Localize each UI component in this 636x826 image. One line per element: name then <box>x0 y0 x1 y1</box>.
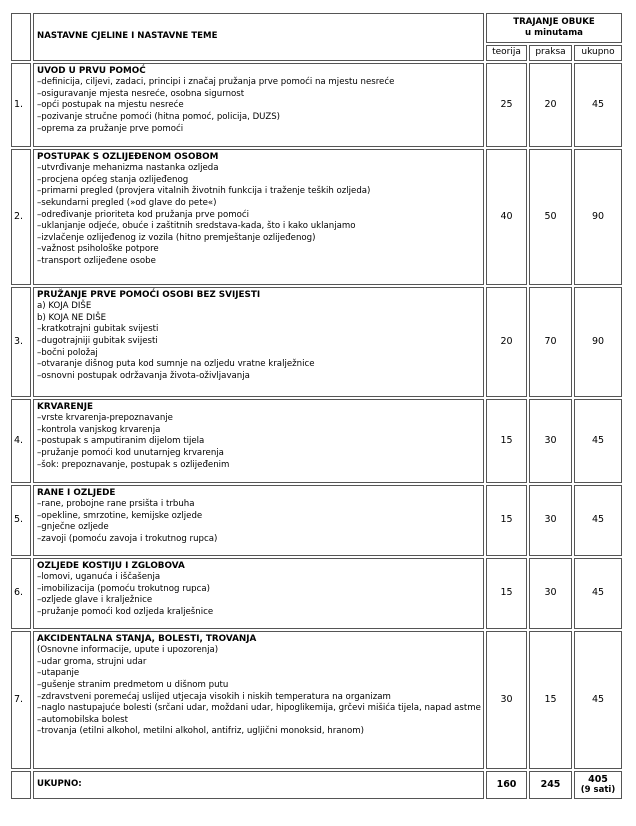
row-total: 90 <box>574 287 622 397</box>
row-content <box>33 558 484 629</box>
topic-line: – dugotrajniji gubitak svijesti <box>37 336 480 348</box>
row-index: 6. <box>11 558 31 629</box>
topic-line: – primarni pregled (provjera vitalnih životnih funkcija i traženje teških ozljeda) <box>37 186 480 198</box>
topic-title: POSTUPAK S OZLIJEĐENOM OSOBOM <box>37 151 219 162</box>
row-theory: 15 <box>486 485 527 556</box>
topic-line: – uklanjanje odjeće, obuće i zaštitnih sredstava-kada, što i kako uklanjamo <box>37 221 480 233</box>
topic-line: – opekline, smrzotine, kemijske ozljede <box>37 511 480 523</box>
row-index: 4. <box>11 399 31 483</box>
row-index: 2. <box>11 149 31 285</box>
table-row <box>11 631 622 769</box>
row-total: 45 <box>574 631 622 769</box>
topic-title: KRVARENJE <box>37 401 94 412</box>
topic-line: – pružanje pomoći kod ozljeda kralješnice <box>37 607 480 619</box>
row-total: 45 <box>574 63 622 147</box>
topic-line: – bočni položaj <box>37 348 480 360</box>
topic-line: – sekundarni pregled (»od glave do pete«) <box>37 198 480 210</box>
row-theory: 15 <box>486 558 527 629</box>
row-total: 45 <box>574 399 622 483</box>
header-duration-title: TRAJANJE OBUKE <box>513 17 595 27</box>
row-practice: 50 <box>529 149 572 285</box>
row-theory: 15 <box>486 399 527 483</box>
topic-line: – važnost psihološke potpore <box>37 244 480 256</box>
header-duration <box>486 13 622 43</box>
header-topics: NASTAVNE CJELINE I NASTAVNE TEME <box>33 13 484 61</box>
row-practice: 20 <box>529 63 572 147</box>
topic-line: – trovanja (etilni alkohol, metilni alkohol, antifriz, ugljični monoksid, hranom) <box>37 726 480 738</box>
summary-label: UKUPNO: <box>33 771 484 799</box>
header-index-cell <box>11 13 31 61</box>
topic-line: – automobilska bolest <box>37 715 480 727</box>
row-total: 90 <box>574 149 622 285</box>
summary-index-cell <box>11 771 31 799</box>
table-row <box>11 287 622 397</box>
topic-line: – otvaranje dišnog puta kod sumnje na ozljedu vratne kralježnice <box>37 359 480 371</box>
summary-row <box>11 771 622 799</box>
topic-line: – procjena općeg stanja ozlijeđenog <box>37 175 480 187</box>
row-theory: 30 <box>486 631 527 769</box>
topic-line: – utvrđivanje mehanizma nastanka ozljeda <box>37 163 480 175</box>
row-theory: 25 <box>486 63 527 147</box>
row-practice: 30 <box>529 399 572 483</box>
topic-line: – pružanje pomoći kod unutarnjeg krvarenja <box>37 448 480 460</box>
topic-line: – rane, probojne rane prsišta i trbuha <box>37 499 480 511</box>
topic-line: – naglo nastupajuće bolesti (srčani udar, moždani udar, hipoglikemija, grčevi mišića tijela, napad astme <box>37 703 480 715</box>
row-total: 45 <box>574 485 622 556</box>
header-practice: praksa <box>529 45 572 61</box>
row-total: 45 <box>574 558 622 629</box>
topic-line: – kratkotrajni gubitak svijesti <box>37 324 480 336</box>
table-row <box>11 63 622 147</box>
topic-line: – transport ozlijeđene osobe <box>37 256 480 268</box>
summary-total-minutes: 405 <box>588 773 608 785</box>
summary-total <box>574 771 622 799</box>
topic-line: – oprema za pružanje prve pomoći <box>37 124 480 136</box>
topic-title: PRUŽANJE PRVE POMOĆI OSOBI BEZ SVIJESTI <box>37 289 261 300</box>
header-total: ukupno <box>574 45 622 61</box>
topic-line: – gušenje stranim predmetom u dišnom putu <box>37 680 480 692</box>
topic-line: – ozljede glave i kralježnice <box>37 595 480 607</box>
header-theory: teorija <box>486 45 527 61</box>
topic-title: OZLJEDE KOSTIJU I ZGLOBOVA <box>37 560 185 571</box>
row-theory: 40 <box>486 149 527 285</box>
topic-line: – šok: prepoznavanje, postupak s ozlijeđenim <box>37 460 480 472</box>
table-row <box>11 558 622 629</box>
header-duration-unit: u minutama <box>525 28 583 38</box>
table-row <box>11 399 622 483</box>
topic-line: – definicija, ciljevi, zadaci, principi i značaj pružanja prve pomoći na mjestu nesreće <box>37 77 480 89</box>
topic-line: a) KOJA DIŠE <box>37 301 92 312</box>
topic-line: – određivanje prioriteta kod pružanja prve pomoći <box>37 210 480 222</box>
row-practice: 70 <box>529 287 572 397</box>
row-practice: 30 <box>529 485 572 556</box>
row-theory: 20 <box>486 287 527 397</box>
row-content <box>33 631 484 769</box>
row-index: 3. <box>11 287 31 397</box>
row-index: 5. <box>11 485 31 556</box>
topic-line: – zavoji (pomoću zavoja i trokutnog rupca) <box>37 534 480 546</box>
topic-line: – lomovi, uganuća i iščašenja <box>37 572 480 584</box>
topic-line: b) KOJA NE DIŠE <box>37 312 107 323</box>
summary-theory: 160 <box>486 771 527 799</box>
topic-line: – imobilizacija (pomoću trokutnog rupca) <box>37 584 480 596</box>
row-content <box>33 63 484 147</box>
row-practice: 30 <box>529 558 572 629</box>
topic-line: – kontrola vanjskog krvarenja <box>37 425 480 437</box>
topic-line: (Osnovne informacije, upute i upozorenja) <box>37 645 219 656</box>
topic-line: – vrste krvarenja-prepoznavanje <box>37 413 480 425</box>
row-index: 7. <box>11 631 31 769</box>
row-content <box>33 399 484 483</box>
table-row <box>11 149 622 285</box>
table-row <box>11 485 622 556</box>
topic-line: – osnovni postupak održavanja života-oživljavanja <box>37 371 480 383</box>
row-content <box>33 485 484 556</box>
topic-title: RANE I OZLJEDE <box>37 487 116 498</box>
topic-title: AKCIDENTALNA STANJA, BOLESTI, TROVANJA <box>37 633 257 644</box>
topic-line: – opći postupak na mjestu nesreće <box>37 100 480 112</box>
topic-line: – osiguravanje mjesta nesreće, osobna sigurnost <box>37 89 480 101</box>
topic-line: – pozivanje stručne pomoći (hitna pomoć, policija, DUZS) <box>37 112 480 124</box>
row-practice: 15 <box>529 631 572 769</box>
row-content <box>33 287 484 397</box>
summary-practice: 245 <box>529 771 572 799</box>
curriculum-table-container <box>9 11 622 801</box>
topic-line: – izvlačenje ozlijeđenog iz vozila (hitno premještanje ozlijeđenog) <box>37 233 480 245</box>
topic-line: – postupak s amputiranim dijelom tijela <box>37 436 480 448</box>
row-content <box>33 149 484 285</box>
header-row <box>11 13 622 43</box>
topic-line: – utapanje <box>37 668 480 680</box>
topic-title: UVOD U PRVU POMOĆ <box>37 65 146 76</box>
row-index: 1. <box>11 63 31 147</box>
topic-line: – zdravstveni poremećaj uslijed utjecaja visokih i niskih temperatura na organizam <box>37 692 480 704</box>
curriculum-table <box>9 11 624 801</box>
topic-line: – udar groma, strujni udar <box>37 657 480 669</box>
summary-total-hours: (9 sati) <box>580 784 616 795</box>
topic-line: – gnječne ozljede <box>37 522 480 534</box>
